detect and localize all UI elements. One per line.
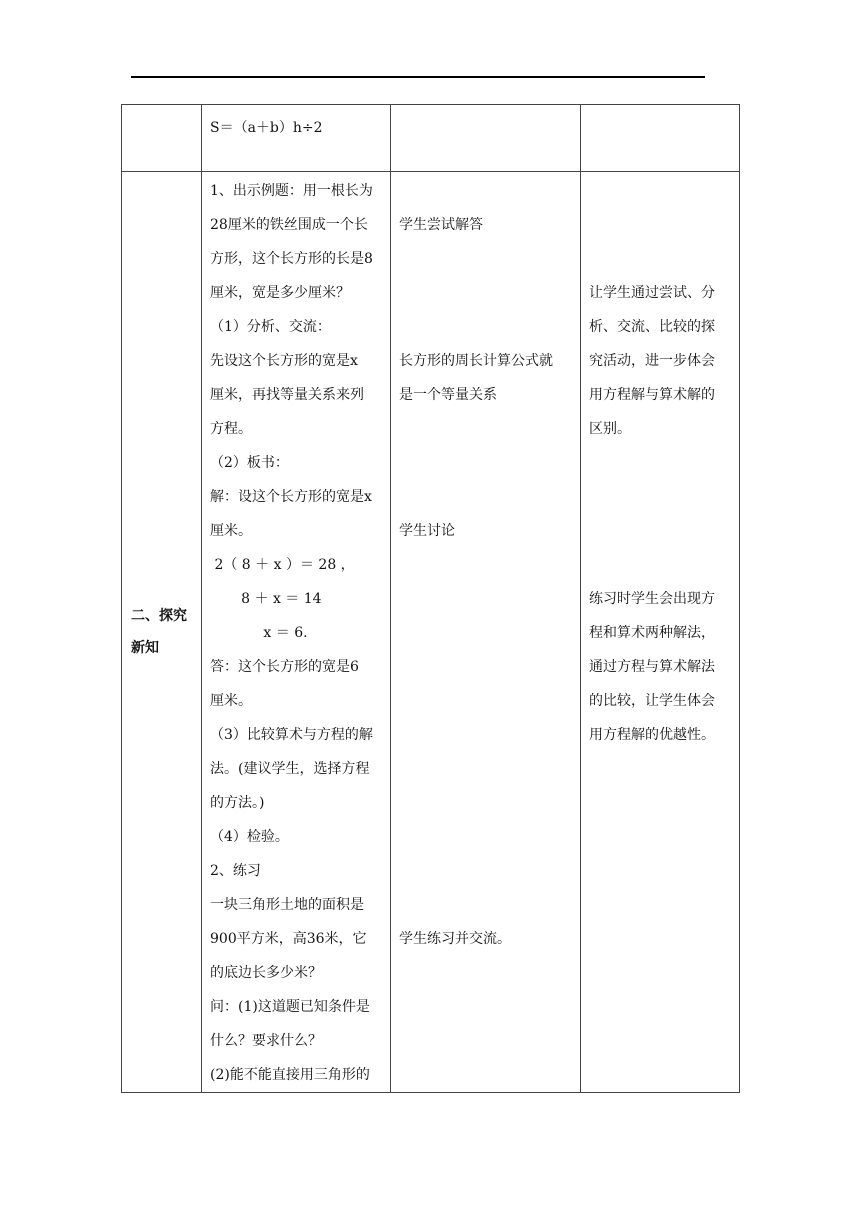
content-line: 厘米。 — [210, 523, 252, 539]
content-line: 什么？要求什么？ — [210, 1033, 322, 1049]
intent-line: 的比较，让学生体会 — [589, 693, 715, 709]
content-line: (2)能不能直接用三角形的 — [210, 1067, 370, 1083]
stage-cell — [122, 172, 202, 1093]
intent-line: 程和算术两种解法， — [589, 625, 715, 641]
student-cell-empty — [391, 105, 581, 172]
equation-line: 2（ 8 ＋ x ）＝ 28 ， — [210, 557, 355, 573]
stage-label-line1: 二、探究 — [131, 608, 187, 624]
content-line: 先设这个长方形的宽是x — [210, 353, 358, 369]
content-line: （4）检验。 — [210, 829, 289, 845]
stage-cell-empty — [122, 105, 202, 172]
intent-line: 用方程解的优越性。 — [589, 727, 715, 743]
student-activity-cell — [391, 172, 581, 1093]
content-line: 方程。 — [210, 421, 252, 437]
content-line: 1、出示例题：用一根长为 — [210, 183, 373, 199]
stage-label-line2: 新知 — [131, 640, 159, 656]
content-line: 2、练习 — [210, 863, 261, 879]
intent-line: 通过方程与算术解法 — [589, 659, 715, 675]
content-line: 法。(建议学生，选择方程 — [210, 761, 370, 777]
content-line: 厘米，再找等量关系来列 — [210, 387, 364, 403]
student-note: 是一个等量关系 — [399, 387, 497, 403]
content-line: 厘米。 — [210, 693, 252, 709]
design-intent-cell — [581, 172, 740, 1093]
content-line: 方形，这个长方形的长是8 — [210, 251, 373, 267]
content-line: 问：(1)这道题已知条件是 — [210, 999, 370, 1015]
content-line: 一块三角形土地的面积是 — [210, 897, 364, 913]
table-row — [122, 105, 740, 172]
content-line: （1）分析、交流： — [210, 319, 331, 335]
intent-line: 用方程解与算术解的 — [589, 387, 715, 403]
formula-text: S＝（a＋b）h÷2 — [210, 120, 323, 136]
content-line: 28厘米的铁丝围成一个长 — [210, 217, 368, 233]
lesson-plan-table — [121, 104, 740, 1093]
content-line: 解：设这个长方形的宽是x — [210, 489, 372, 505]
student-note: 学生讨论 — [399, 523, 455, 539]
content-line: 900平方米，高36米，它 — [210, 931, 367, 947]
content-line: 厘米，宽是多少厘米？ — [210, 285, 350, 301]
teacher-activity-cell — [202, 172, 391, 1093]
content-cell — [202, 105, 391, 172]
content-line: 答：这个长方形的宽是6 — [210, 659, 359, 675]
student-note: 学生练习并交流。 — [399, 931, 511, 947]
equation-line: 8 ＋ x ＝ 14 — [210, 591, 322, 607]
intent-line: 区别。 — [589, 421, 631, 437]
content-line: （3）比较算术与方程的解 — [210, 727, 373, 743]
content-line: （2）板书： — [210, 455, 289, 471]
content-line: 的底边长多少米？ — [210, 965, 322, 981]
intent-cell-empty — [581, 105, 740, 172]
header-rule — [131, 76, 705, 78]
content-line: 的方法。) — [210, 795, 265, 811]
table-row — [122, 172, 740, 1093]
intent-line: 练习时学生会出现方 — [589, 591, 715, 607]
equation-line: x ＝ 6. — [210, 625, 308, 641]
intent-line: 析、交流、比较的探 — [589, 319, 715, 335]
student-note: 学生尝试解答 — [399, 217, 483, 233]
intent-line: 究活动，进一步体会 — [589, 353, 715, 369]
student-note: 长方形的周长计算公式就 — [399, 353, 553, 369]
intent-line: 让学生通过尝试、分 — [589, 285, 715, 301]
